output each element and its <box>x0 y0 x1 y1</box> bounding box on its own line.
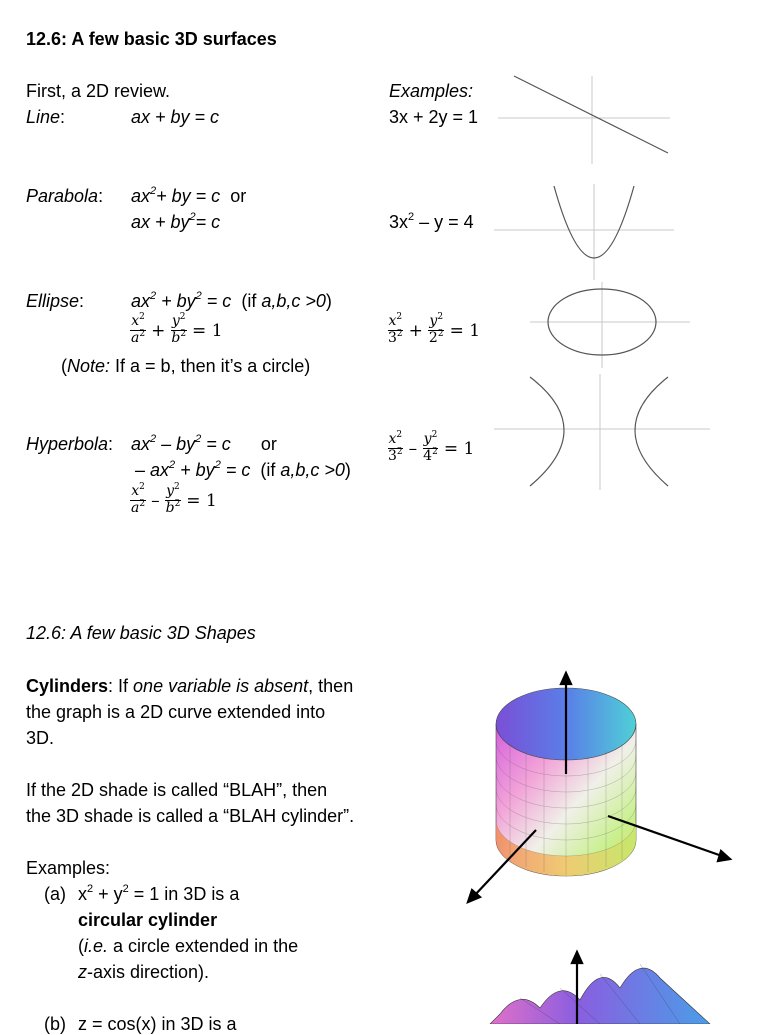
hyperbola-left-branch <box>530 377 564 486</box>
cylinders-definition-line-1: Cylinders: If one variable is absent, then <box>26 676 354 696</box>
line-example: 3x + 2y = 1 <box>389 107 479 127</box>
parabola-equation-1: $ax^2+$ by = c or <box>131 185 247 206</box>
cosine-cylinder-graphic <box>480 948 740 1024</box>
parabola-graph <box>494 180 674 280</box>
line-graph <box>498 72 670 164</box>
shapes-heading: 12.6: A few basic 3D Shapes <box>26 623 256 643</box>
cylinders-definition-line-2: the graph is a 2D curve extended into <box>26 702 326 722</box>
ellipse-label: Ellipse: <box>26 291 85 311</box>
example-a-name: circular cylinder <box>78 910 218 930</box>
ellipse-equation: $ax^2 + by^2 = c$ (if a,b,c >0) <box>131 290 332 311</box>
hyperbola-example: $\frac{x^2}{3^2}$ – $\frac{y^2}{4^2}$ = 1 <box>388 430 475 464</box>
parabola-example: $3x^2 - y = 4$ <box>389 211 474 232</box>
page-heading: 12.6: A few basic 3D surfaces <box>26 29 277 49</box>
ellipse-note: (Note: If a = b, then it’s a circle) <box>61 356 311 376</box>
example-a-marker: (a) <box>44 884 66 904</box>
line-curve <box>514 76 668 153</box>
cylinders-naming-line-2: the 3D shade is called a “BLAH cylinder”. <box>26 806 355 826</box>
example-b-text: z = cos(x) in 3D is a <box>78 1014 237 1034</box>
cylinders-examples-label: Examples: <box>26 858 111 878</box>
line-label: Line: <box>26 107 66 127</box>
ellipse-standard-form: $\frac{x^2}{a^2}$ + $\frac{y^2}{b^2}$ = 1 <box>131 312 223 346</box>
ellipse-example: $\frac{x^2}{3^2}$ + $\frac{y^2}{2^2}$ = 1 <box>388 312 481 346</box>
parabola-label: Parabola: <box>26 186 104 206</box>
line-equation: ax + by = c <box>131 107 220 127</box>
hyperbola-equation-1: $ax^2 - by^2 = c$ or <box>131 433 277 454</box>
hyperbola-equation-2: – $ax^2 + by^2 = c$ (if a,b,c >0) <box>135 459 351 480</box>
hyperbola-right-branch <box>635 377 668 486</box>
hyperbola-standard-form: $\frac{x^2}{a^2}$ – $\frac{y^2}{b^2}$ = 1 <box>131 482 217 516</box>
hyperbola-graph <box>494 374 710 490</box>
ellipse-graph <box>530 282 690 368</box>
example-b-marker: (b) <box>44 1014 66 1034</box>
examples-label: Examples: <box>389 81 474 101</box>
hyperbola-label: Hyperbola: <box>26 434 114 454</box>
cylinders-naming-line-1: If the 2D shade is called “BLAH”, then <box>26 780 328 800</box>
cylinders-definition-line-3: 3D. <box>26 728 55 748</box>
review-intro: First, a 2D review. <box>26 81 171 101</box>
example-a-equation: $x^2 + y^2 = 1$ in 3D is a <box>78 883 240 904</box>
example-a-explanation-2: z-axis direction). <box>78 962 210 982</box>
example-a-explanation-1: (i.e. a circle extended in the <box>78 936 299 956</box>
parabola-equation-2: ax + $by^2= c$ <box>131 211 221 232</box>
circular-cylinder-graphic <box>460 670 740 910</box>
